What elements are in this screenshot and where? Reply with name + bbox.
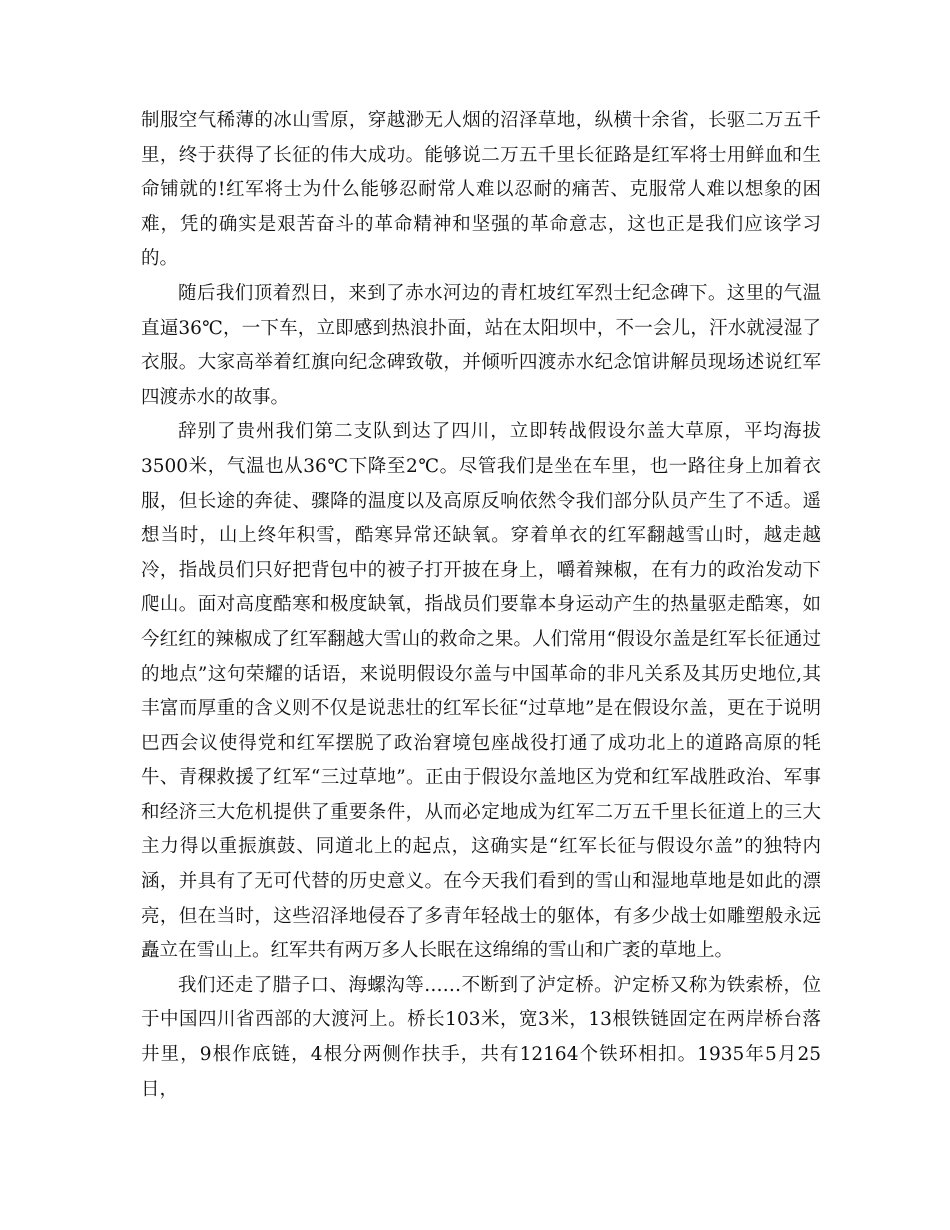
paragraph-2: 随后我们顶着烈日，来到了赤水河边的青杠坡红军烈士纪念碑下。这里的气温直逼36℃，一下车，立即感到热浪扑面，站在太阳坝中，不一会儿，汗水就浸湿了衣服。大家高举着红旗向纪念碑致敬，并倾听四渡赤水纪念馆讲解员现场述说红军四渡赤水的故事。 <box>141 282 821 408</box>
paragraph-1: 制服空气稀薄的冰山雪原，穿越渺无人烟的沼泽草地，纵横十余省，长驱二万五千里，终于获得了长征的伟大成功。能够说二万五千里长征路是红军将士用鲜血和生命铺就的!红军将士为什么能够忍耐常人难以忍耐的痛苦、克服常人难以想象的困难，凭的确实是艰苦奋斗的革命精神和坚强的革命意志，这也正是我们应该学习的。 <box>141 110 821 270</box>
paragraph-3: 辞别了贵州我们第二支队到达了四川，立即转战假设尔盖大草原，平均海拔3500米，气温也从36℃下降至2℃。尽管我们是坐在车里，也一路往身上加着衣服，但长途的奔徒、骤降的温度以及高原反响依然令我们部分队员产生了不适。遥想当时，山上终年积雪，酷寒异常还缺氧。穿着单衣的红军翻越雪山时，越走越冷，指战员们只好把背包中的被子打开披在身上，嚼着辣椒，在有力的政治发动下爬山。面对高度酷寒和极度缺氧，指战员们要靠本身运动产生的热量驱走酷寒，如今红红的辣椒成了红军翻越大雪山的救命之果。人们常用“假设尔盖是红军长征通过的地点”这句荣耀的话语，来说明假设尔盖与中国革命的非凡关系及其历史地位,其丰富而厚重的含义则不仅是说悲壮的红军长征“过草地”是在假设尔盖，更在于说明巴西会议使得党和红军摆脱了政治窘境包座战役打通了成功北上的道路高原的牦牛、青稞救援了红军“三过草地”。正由于假设尔盖地区为党和红军战胜政治、军事和经济三大危机提供了重要条件，从而必定地成为红军二万五千里长征道上的三大主力得以重振旗鼓、同道北上的起点，这确实是“红军长征与假设尔盖”的独特内涵，并具有了无可代替的历史意义。在今天我们看到的雪山和湿地草地是如此的漂亮，但在当时，这些沼泽地侵吞了多青年轻战士的躯体，有多少战士如雕塑般永远矗立在雪山上。红军共有两万多人长眠在这绵绵的雪山和广袤的草地上。 <box>141 421 821 962</box>
paragraph-4: 我们还走了腊子口、海螺沟等……不断到了泸定桥。沪定桥又称为铁索桥，位于中国四川省西部的大渡河上。桥长103米，宽3米，13根铁链固定在两岸桥台落井里，9根作底链，4根分两侧作扶手，共有12164个铁环相扣。1935年5月25日， <box>141 974 821 1100</box>
document-page <box>141 104 821 1107</box>
